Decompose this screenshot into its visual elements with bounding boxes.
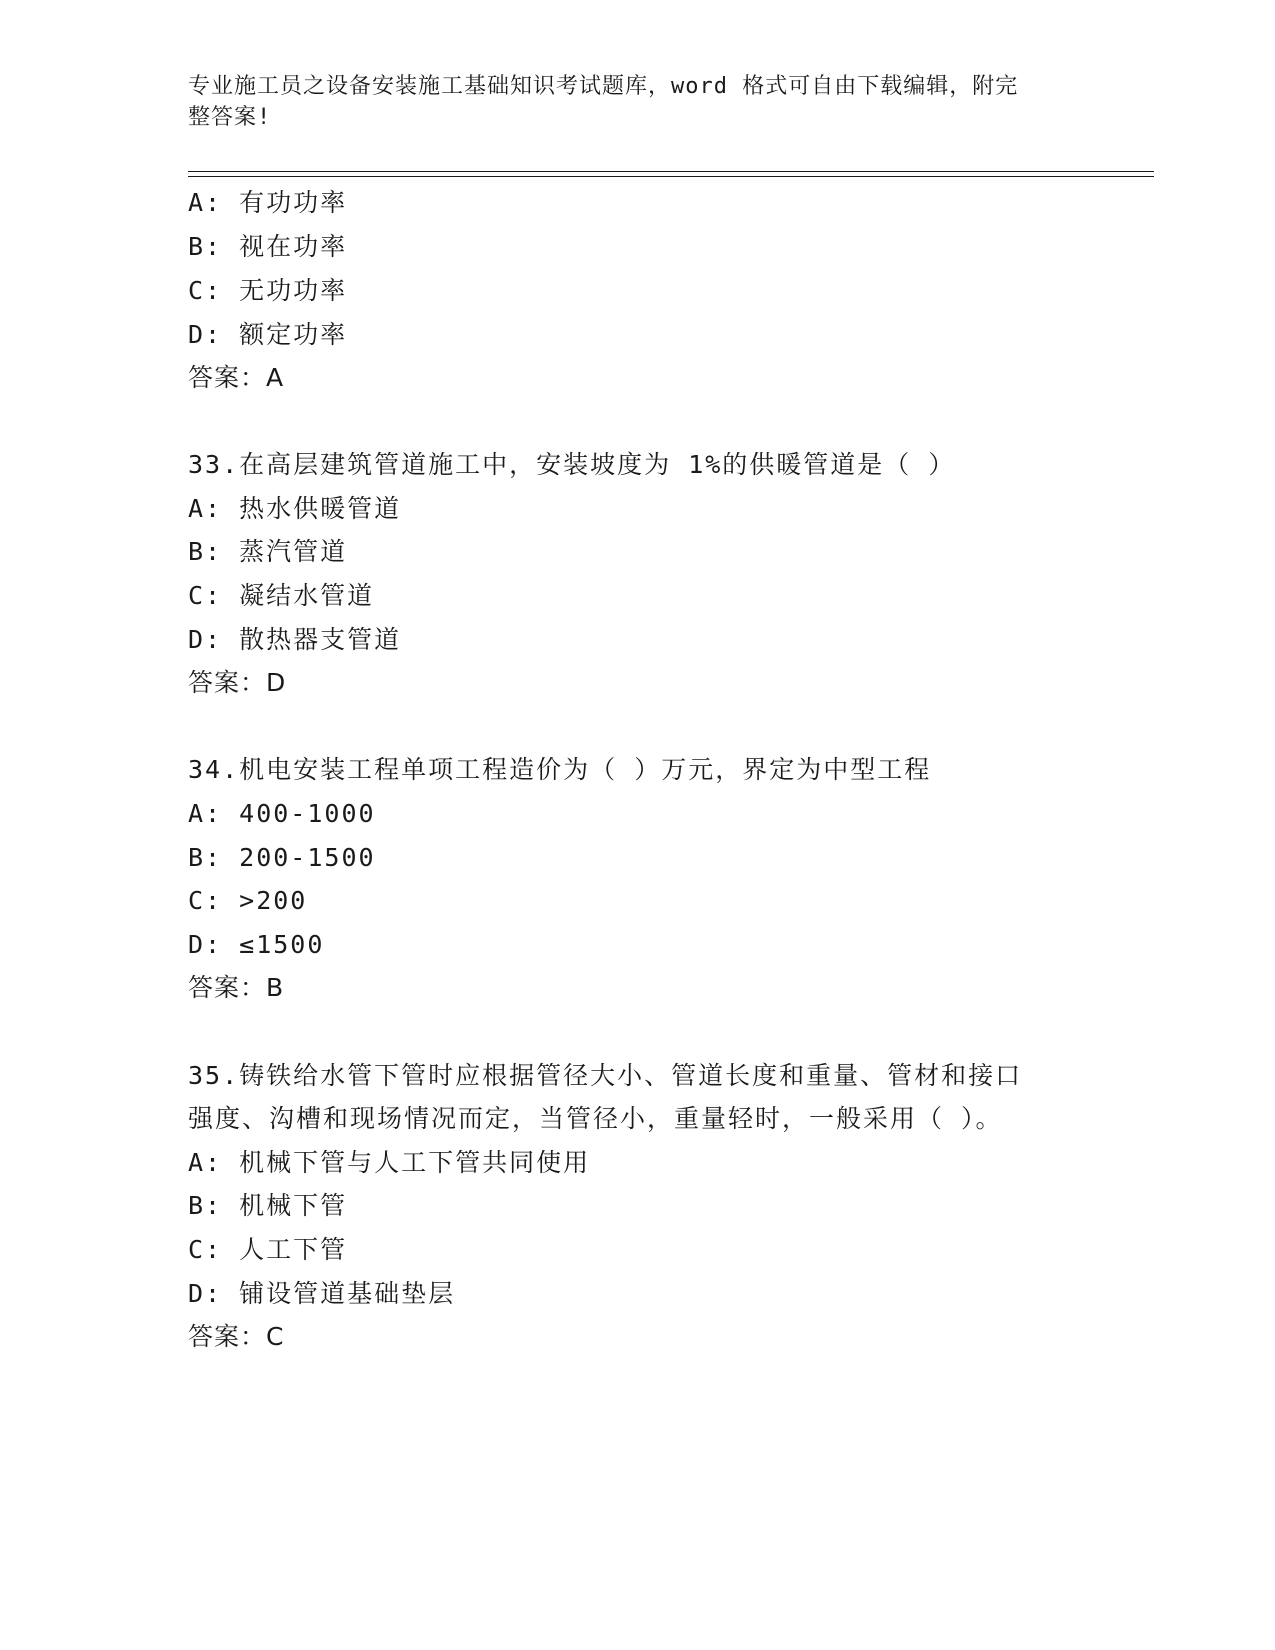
q34-answer: 答案：B: [188, 973, 285, 1002]
q32-option-c: C: 无功功率: [188, 276, 348, 305]
q34-question: 34.机电安装工程单项工程造价为（ ）万元，界定为中型工程: [188, 755, 932, 784]
q34-option-c: C: >200: [188, 886, 308, 915]
q35-option-c: C: 人工下管: [188, 1235, 348, 1264]
q35-question-line-1: 35.铸铁给水管下管时应根据管径大小、管道长度和重量、管材和接口: [188, 1061, 1023, 1090]
q32-option-a: A: 有功功率: [188, 188, 348, 217]
q33-option-b: B: 蒸汽管道: [188, 537, 348, 566]
q35-option-d: D: 铺设管道基础垫层: [188, 1279, 456, 1308]
q33-question: 33.在高层建筑管道施工中，安装坡度为 1%的供暖管道是（ ）: [188, 450, 956, 479]
q35-option-a: A: 机械下管与人工下管共同使用: [188, 1148, 591, 1177]
header-text-line-2: 整答案!: [188, 105, 272, 130]
q35-option-b: B: 机械下管: [188, 1191, 348, 1220]
q35-question-line-2: 强度、沟槽和现场情况而定，当管径小，重量轻时，一般采用（ ）。: [188, 1104, 1003, 1133]
q34-option-d: D: ≤1500: [188, 930, 325, 959]
q33-option-d: D: 散热器支管道: [188, 625, 402, 654]
header-text-line-1: 专业施工员之设备安装施工基础知识考试题库，word 格式可自由下载编辑，附完: [188, 74, 1019, 99]
q33-answer: 答案：D: [188, 668, 287, 697]
q32-option-b: B: 视在功率: [188, 232, 348, 261]
q32-option-d: D: 额定功率: [188, 320, 348, 349]
q34-option-b: B: 200-1500: [188, 843, 376, 872]
q32-answer: 答案：A: [188, 363, 285, 392]
q35-answer: 答案：C: [188, 1322, 285, 1351]
header-rule-bottom: [188, 176, 1154, 177]
q34-option-a: A: 400-1000: [188, 799, 376, 828]
q33-option-a: A: 热水供暖管道: [188, 494, 402, 523]
header-rule-top: [188, 171, 1154, 172]
q33-option-c: C: 凝结水管道: [188, 581, 375, 610]
